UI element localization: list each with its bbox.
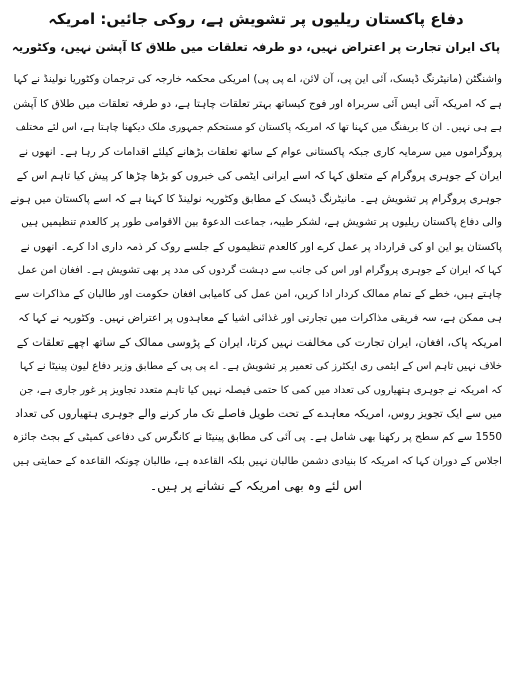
body-line: 1550 سے کم سطح پر رکھنا بھی شامل ہے۔ پی آئی کی مطابق پینیٹا نے کانگرس کی دفاعی کمیٹی کے بجٹ جائزہ <box>12 431 502 444</box>
body-line: پروگراموں میں سرمایہ کاری جبکہ پاکستانی عوام کے ساتھ تعلقات بڑھانے کیلئے اقدامات کر رہا ہے۔ انھوں نے <box>18 144 502 158</box>
body-line: کہا کہ ایران کے جوہری پروگرام اور اس کی جانب سے دہشت گردوں کی مدد پر بھی تشویش ہے۔ افغان امن عمل <box>17 265 502 277</box>
body-line: کہ امریکہ نے جوہری ہتھیاروں کی تعداد میں کمی کا حتمی فیصلہ نہیں کیا تاہم متعدد تجاویز پر غور جاری ہے، جن <box>19 384 502 396</box>
body-line: اس لئے وہ بھی امریکہ کے نشانے پر ہیں۔ <box>149 478 363 494</box>
body-line: جوہری پروگرام پر تشویش ہے۔ مانیٹرنگ ڈیسک کے مطابق وکٹوریہ نولینڈ کا کہنا ہے کہ اسے پاکستان میں ہونے <box>10 192 502 206</box>
body-line: ہے ہی نہیں۔ ان کا بریفنگ میں کہنا تھا کہ امریکہ پاکستان کو مستحکم جمہوری ملک دیکھنا چاہتا ہے، اس لئے مختلف <box>15 121 502 133</box>
body-line: والی دفاع پاکستان ریلیوں پر تشویش ہے، لشکر طیبہ، جماعت الدعوۃ بین الاقوامی طور پر کالعدم تنظیمیں ہیں <box>21 216 502 229</box>
body-line: ہے کہ امریکہ آئی ایس آئی سربراہ اور فوج کیساتھ بہتر تعلقات چاہتا ہے، دو طرفہ تعلقات میں طلاق کا آپشن <box>13 96 502 110</box>
body-line: ہی ممکن ہے، سہ فریقی مذاکرات میں تجارتی اور غذائی اشیا کے معاہدوں پر اعتراض نہیں۔ وکٹوریہ نے کہا کہ <box>18 311 502 324</box>
body-line: ایران کے جوہری پروگرام کے متعلق کہا کہ اسے ایرانی ایٹمی کی خبروں کو بڑھا چڑھا کر پیش کیا تاہم اس کے <box>16 168 502 182</box>
body-line: چاہتے ہیں، خطے کے تمام ممالک کردار ادا کریں، امن عمل کی کامیابی افغان حکومت اور طالبان کے مذاکرات سے <box>14 288 502 301</box>
article-body <box>10 68 502 498</box>
article-headline: دفاع پاکستان ریلیوں پر تشویش ہے، روکی جائیں: امریکہ <box>48 10 464 28</box>
body-line: واشنگٹن (مانیٹرنگ ڈیسک، آئی این پی، آن لائن، اے پی پی) امریکی محکمہ خارجہ کی ترجمان وکٹوریا نولینڈ نے کہا <box>13 73 502 85</box>
body-line: میں سے ایک تجویز روس، امریکہ معاہدے کے تحت طویل فاصلے تک مار کرنے والے جوہری ہتھیاروں کی تعداد <box>15 407 502 421</box>
body-line: امریکہ پاک، افغان، ایران تجارت کی مخالفت نہیں کرتا، ایران کے پڑوسی ممالک کے ساتھ اچھے تعلقات کے <box>16 335 502 349</box>
body-line: پاکستان یو این او کی قرارداد پر عمل کرے اور کالعدم تنظیموں کے جلسے روک کر ذمہ داری ادا کرے۔ انھوں نے <box>20 240 502 254</box>
article-subhead: پاک ایران تجارت پر اعتراض نہیں، دو طرفہ تعلقات میں طلاق کا آپشن نہیں، وکٹوریہ <box>11 40 501 54</box>
body-line: اجلاس کے دوران کہا کہ امریکہ کا بنیادی دشمن طالبان نہیں بلکہ القاعدہ ہے، طالبان چونکہ القاعدہ کے حمایتی ہیں <box>12 456 502 468</box>
body-line: خلاف نہیں تاہم اس کے ایٹمی ری ایکٹرز کی تعمیر پر تشویش ہے۔ اے پی پی کے مطابق وزیر دفاع لیون پینیٹا نے کہا <box>19 360 502 372</box>
